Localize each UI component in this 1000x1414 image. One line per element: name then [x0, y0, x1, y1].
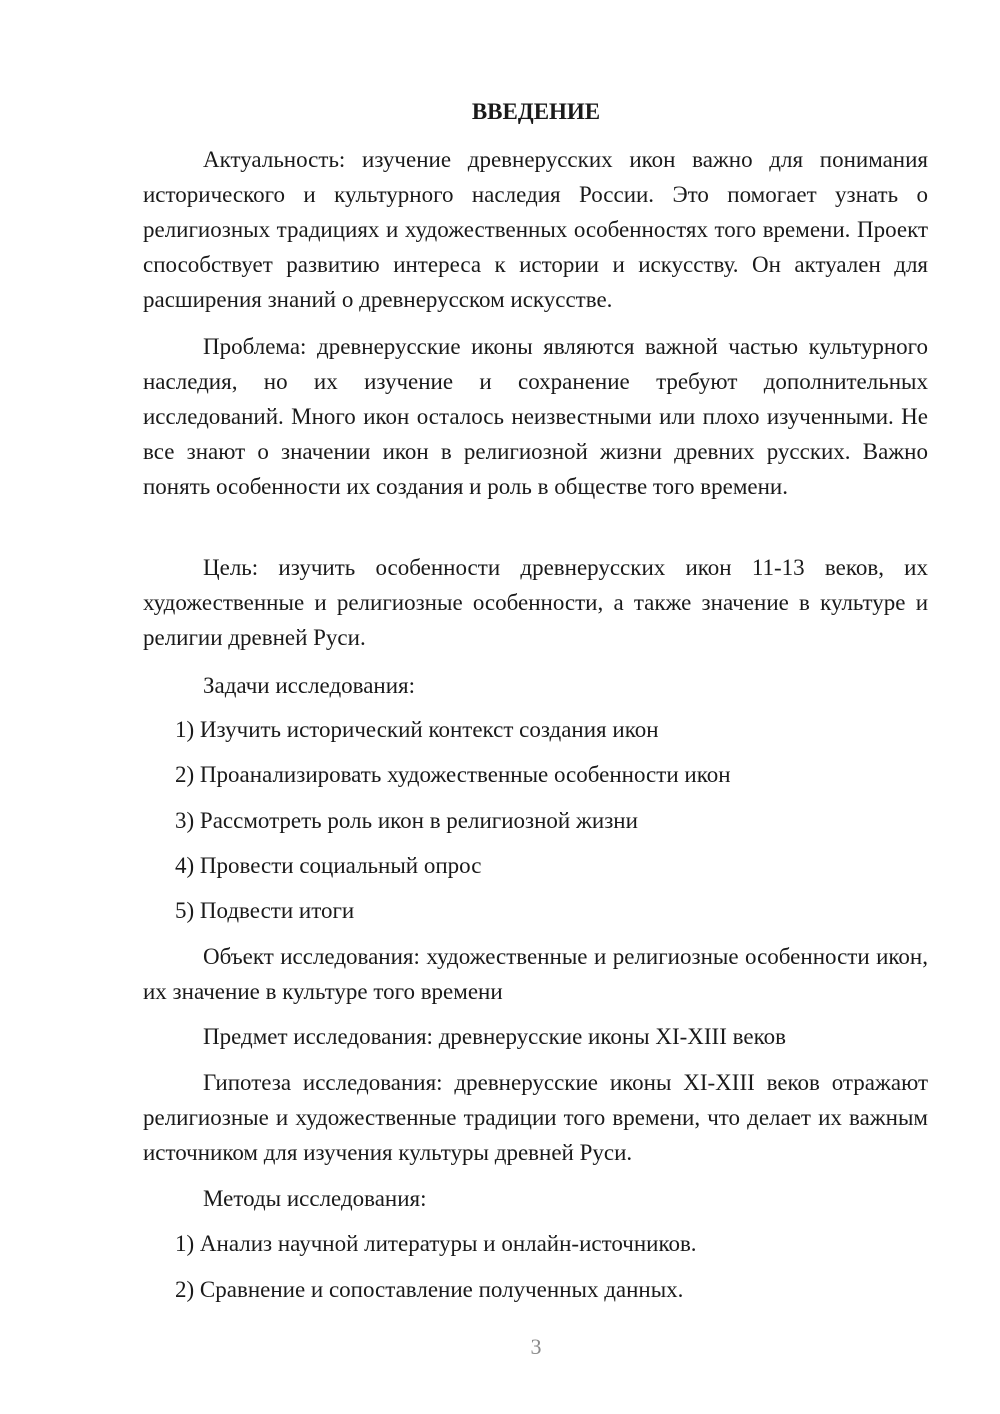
method-item: 2) Сравнение и сопоставление полученных данных.: [175, 1277, 684, 1302]
section-title: ВВЕДЕНИЕ: [471, 99, 601, 124]
page-number: 3: [530, 1334, 542, 1359]
object-paragraph: Объект исследования: художественные и религиозные особенности икон, их значение в культуре того времени: [143, 944, 928, 1004]
method-item: 1) Анализ научной литературы и онлайн-источников.: [175, 1231, 697, 1256]
hypothesis-paragraph: Гипотеза исследования: древнерусские иконы XI-XIII веков отражают религиозные и художественные традиции того времени, что делает их важным источником для изучения культуры древней Руси.: [143, 1070, 928, 1165]
task-item: 1) Изучить исторический контекст создания икон: [175, 717, 659, 742]
task-item: 4) Провести социальный опрос: [175, 853, 482, 878]
methods-heading: Методы исследования:: [203, 1186, 427, 1211]
relevance-paragraph: Актуальность: изучение древнерусских икон важно для понимания исторического и культурного наследия России. Это помогает узнать о религиозных традициях и художественных особенностях того времени. Проект способствует развитию интереса к истории и искусству. Он актуален для расширения знаний о древнерусском искусстве.: [143, 147, 928, 312]
goal-paragraph: Цель: изучить особенности древнерусских икон 11-13 веков, их художественные и религиозные особенности, а также значение в культуре и религии древней Руси.: [143, 555, 928, 650]
subject-paragraph: Предмет исследования: древнерусские иконы XI-XIII веков: [203, 1024, 786, 1049]
problem-paragraph: Проблема: древнерусские иконы являются важной частью культурного наследия, но их изучение и сохранение требуют дополнительных исследований. Много икон осталось неизвестными или плохо изученными. Не все знают о значении икон в религиозной жизни древних русских. Важно понять особенности их создания и роль в обществе того времени.: [143, 334, 928, 499]
task-item: 2) Проанализировать художественные особенности икон: [175, 762, 731, 787]
tasks-heading: Задачи исследования:: [203, 673, 416, 698]
task-item: 5) Подвести итоги: [175, 898, 355, 923]
task-item: 3) Рассмотреть роль икон в религиозной жизни: [175, 808, 638, 833]
